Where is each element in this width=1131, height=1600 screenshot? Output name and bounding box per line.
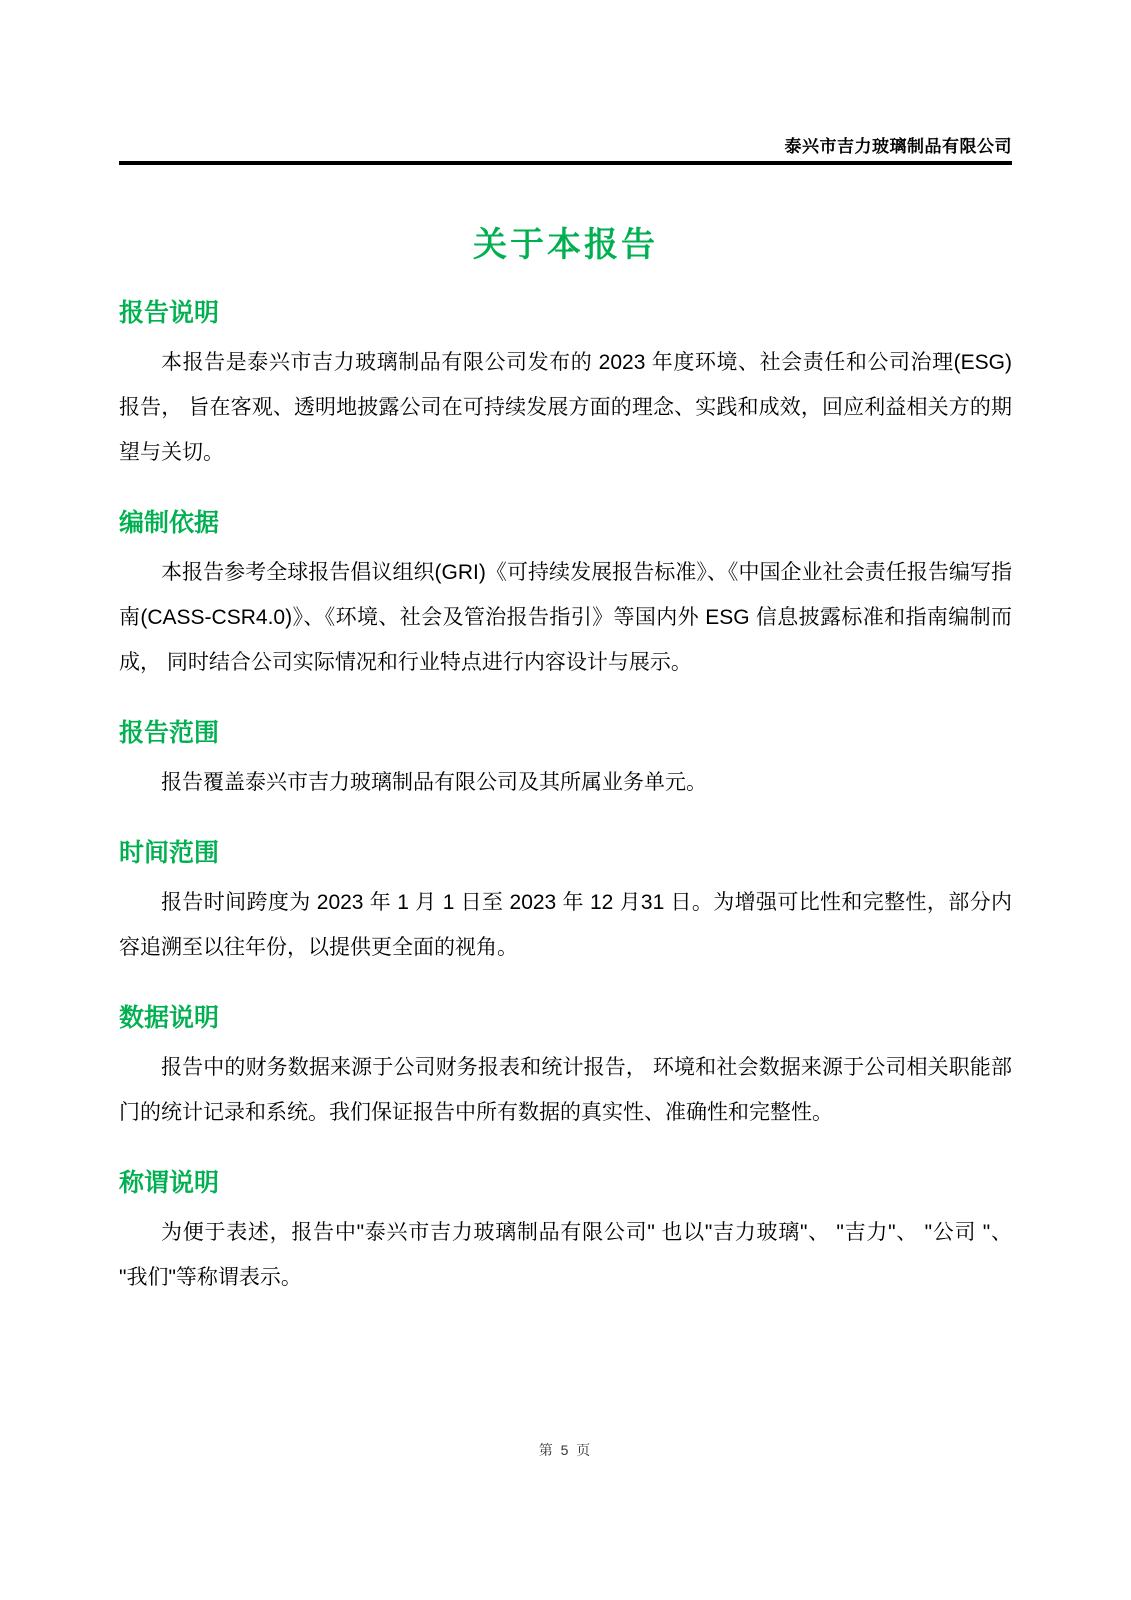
section-report-scope [119,717,1012,805]
section-paragraph: 本报告是泰兴市吉力玻璃制品有限公司发布的 2023 年度环境、社会责任和公司治理(ESG)报告， 旨在客观、透明地披露公司在可持续发展方面的理念、实践和成效，回应利益相关方的期望与关切。 [119,351,1012,464]
section-heading: 报告说明 [119,299,220,327]
section-naming-convention [119,1167,1012,1300]
section-heading: 编制依据 [119,509,220,537]
section-paragraph: 为便于表述，报告中"泰兴市吉力玻璃制品有限公司" 也以"吉力玻璃"、 "吉力"、 "公司 "、 "我们"等称谓表示。 [119,1221,1012,1289]
section-report-description [119,297,1012,475]
section-heading: 称谓说明 [119,1169,220,1197]
section-heading: 报告范围 [119,719,220,747]
page-title: 关于本报告 [473,226,658,264]
section-data-description [119,1002,1012,1135]
section-time-range [119,837,1012,970]
section-paragraph: 报告覆盖泰兴市吉力玻璃制品有限公司及其所属业务单元。 [161,771,707,794]
section-paragraph: 本报告参考全球报告倡议组织(GRI)《可持续发展报告标准》、《中国企业社会责任报告编写指南(CASS-CSR4.0)》、《环境、社会及管治报告指引》等国内外 ESG 信息披露标准和指南编制而成， 同时结合公司实际情况和行业特点进行内容设计与展示。 [119,561,1012,674]
document-body [119,297,1012,1300]
section-heading: 时间范围 [119,839,220,867]
page-header [119,0,1012,165]
page-footer [0,1440,1131,1460]
section-compilation-basis [119,507,1012,685]
company-name: 泰兴市吉力玻璃制品有限公司 [784,137,1012,156]
section-heading: 数据说明 [119,1004,220,1032]
section-paragraph: 报告时间跨度为 2023 年 1 月 1 日至 2023 年 12 月31 日。为增强可比性和完整性，部分内容追溯至以往年份，以提供更全面的视角。 [119,891,1012,959]
section-paragraph: 报告中的财务数据来源于公司财务报表和统计报告， 环境和社会数据来源于公司相关职能部门的统计记录和系统。我们保证报告中所有数据的真实性、准确性和完整性。 [119,1056,1012,1124]
page-number: 第 5 页 [538,1442,593,1458]
